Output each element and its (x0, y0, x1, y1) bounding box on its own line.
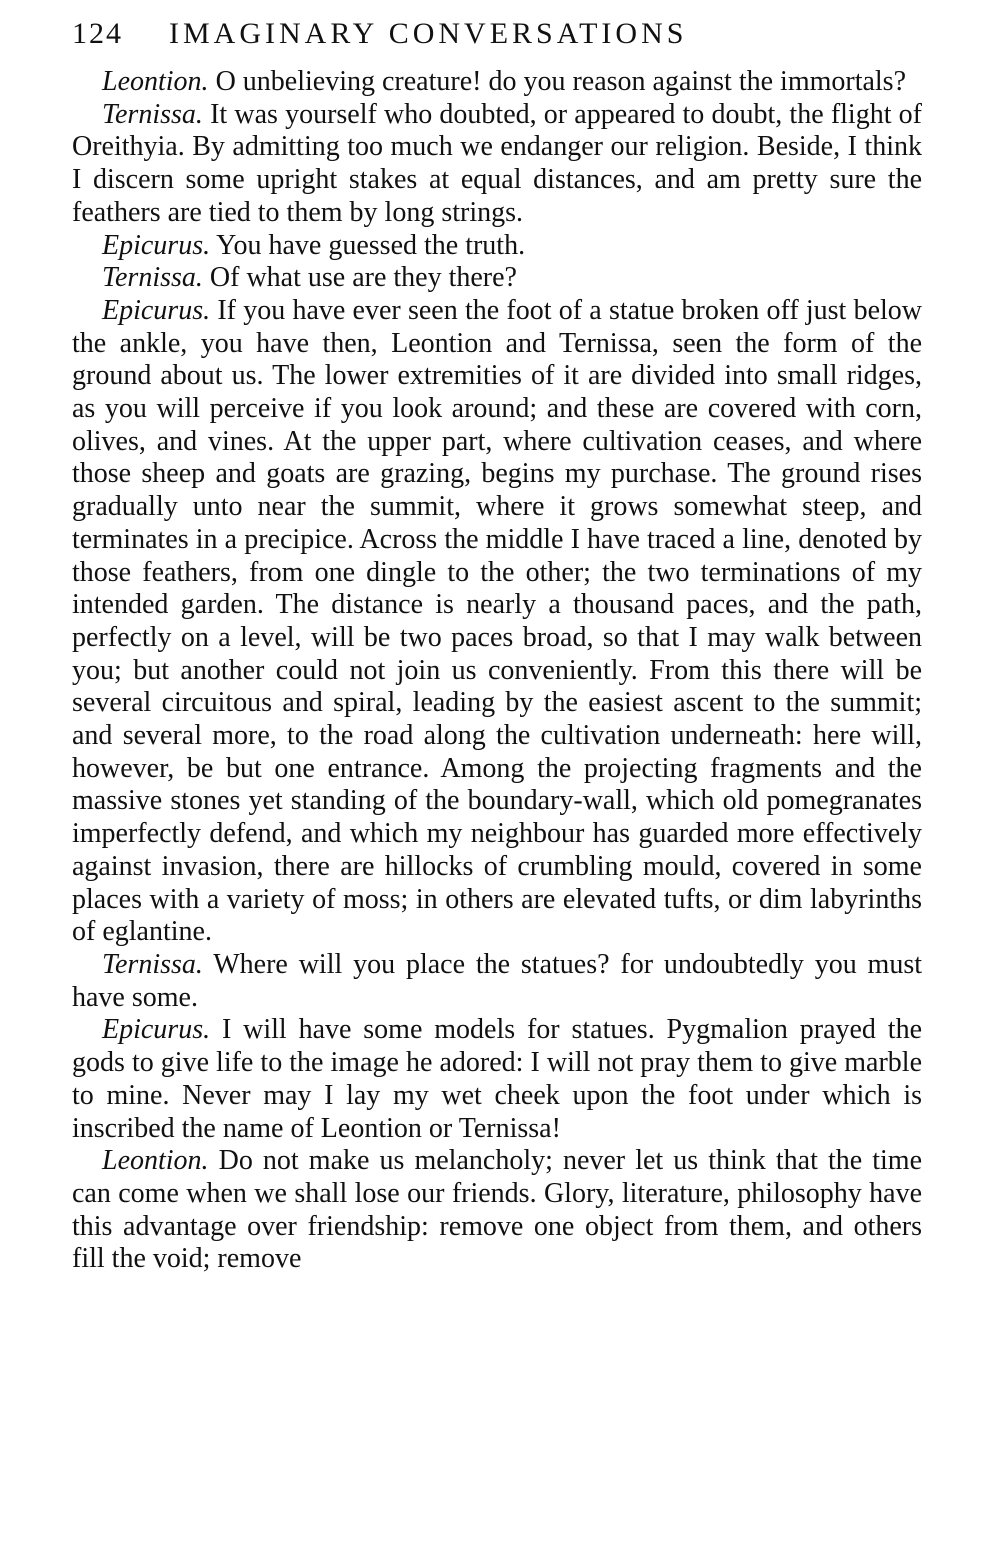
page-number: 124 (72, 17, 123, 50)
dialogue-paragraph (72, 262, 922, 295)
dialogue-paragraph (72, 295, 922, 949)
speech-text: You have guessed the truth. (210, 229, 526, 261)
speaker-name: Ternissa. (102, 98, 203, 130)
dialogue-paragraph (72, 99, 922, 230)
dialogue-text (72, 66, 922, 1276)
speech-text: Of what use are they there? (202, 262, 517, 294)
speaker-name: Ternissa. (102, 262, 203, 294)
speaker-name: Epicurus. (102, 1014, 211, 1046)
speech-text: O unbelieving creature! do you reason against the immortals? (208, 66, 907, 97)
speaker-name: Epicurus. (102, 229, 211, 261)
speaker-name: Leontion. (102, 66, 209, 97)
speaker-name: Ternissa. (102, 948, 203, 980)
dialogue-paragraph (72, 66, 922, 99)
book-title: IMAGINARY CONVERSATIONS (169, 17, 688, 50)
running-head (72, 10, 922, 58)
speech-text: If you have ever seen the foot of a statue broken off just below the ankle, you have then, Leontion and Ternissa, seen the form of the ground about us. The lower extremities of it are divided into small ridges, as you will perceive if you look around; and these are covered with corn, olives, and vines. At the upper part, where cultivation ceases, and where those sheep and goats are grazing, begins my purchase. The ground rises gradually unto near the summit, where it grows somewhat steep, and terminates in a precipice. Across the middle I have traced a line, denoted by those feathers, from one dingle to the other; the two terminations of my intended garden. The distance is nearly a thousand paces, and the path, perfectly on a level, will be two paces broad, so that I may walk between you; but another could not join us conveniently. From this there will be several circuitous and spiral, leading by the easiest ascent to the summit; and several more, to the road along the cultivation underneath: here will, however, be but one entrance. Among the projecting fragments and the massive stones yet standing of the boundary-wall, which old pomegranates imperfectly defend, and which my neighbour has guarded more effectively against invasion, there are hillocks of crumbling mould, covered in some places with a variety of moss; in others are elevated tufts, or dim labyrinths of eglantine. (72, 294, 922, 948)
dialogue-paragraph (72, 1145, 922, 1276)
speaker-name: Epicurus. (102, 294, 211, 326)
speech-text: It was yourself who doubted, or appeared to doubt, the flight of Oreithyia. By admitting too much we endanger our religion. Beside, I think I discern some upright stakes at equal distances, and am pretty sure the feathers are tied to them by long strings. (72, 98, 922, 228)
dialogue-paragraph (72, 1014, 922, 1145)
speech-text: I will have some models for statues. Pygmalion prayed the gods to give life to the image he adored: I will not pray them to give marble to mine. Never may I lay my wet cheek upon the foot under which is inscribed the name of Leontion or Ternissa! (72, 1014, 922, 1144)
book-page (72, 10, 922, 1276)
speaker-name: Leontion. (102, 1145, 209, 1177)
dialogue-paragraph (72, 230, 922, 263)
speech-text: Where will you place the statues? for undoubtedly you must have some. (72, 948, 922, 1013)
dialogue-paragraph (72, 949, 922, 1014)
speech-text: Do not make us melancholy; never let us think that the time can come when we shall lose our friends. Glory, literature, philosophy have this advantage over friendship: remove one object from them, and others fill the void; remove (72, 1145, 922, 1275)
